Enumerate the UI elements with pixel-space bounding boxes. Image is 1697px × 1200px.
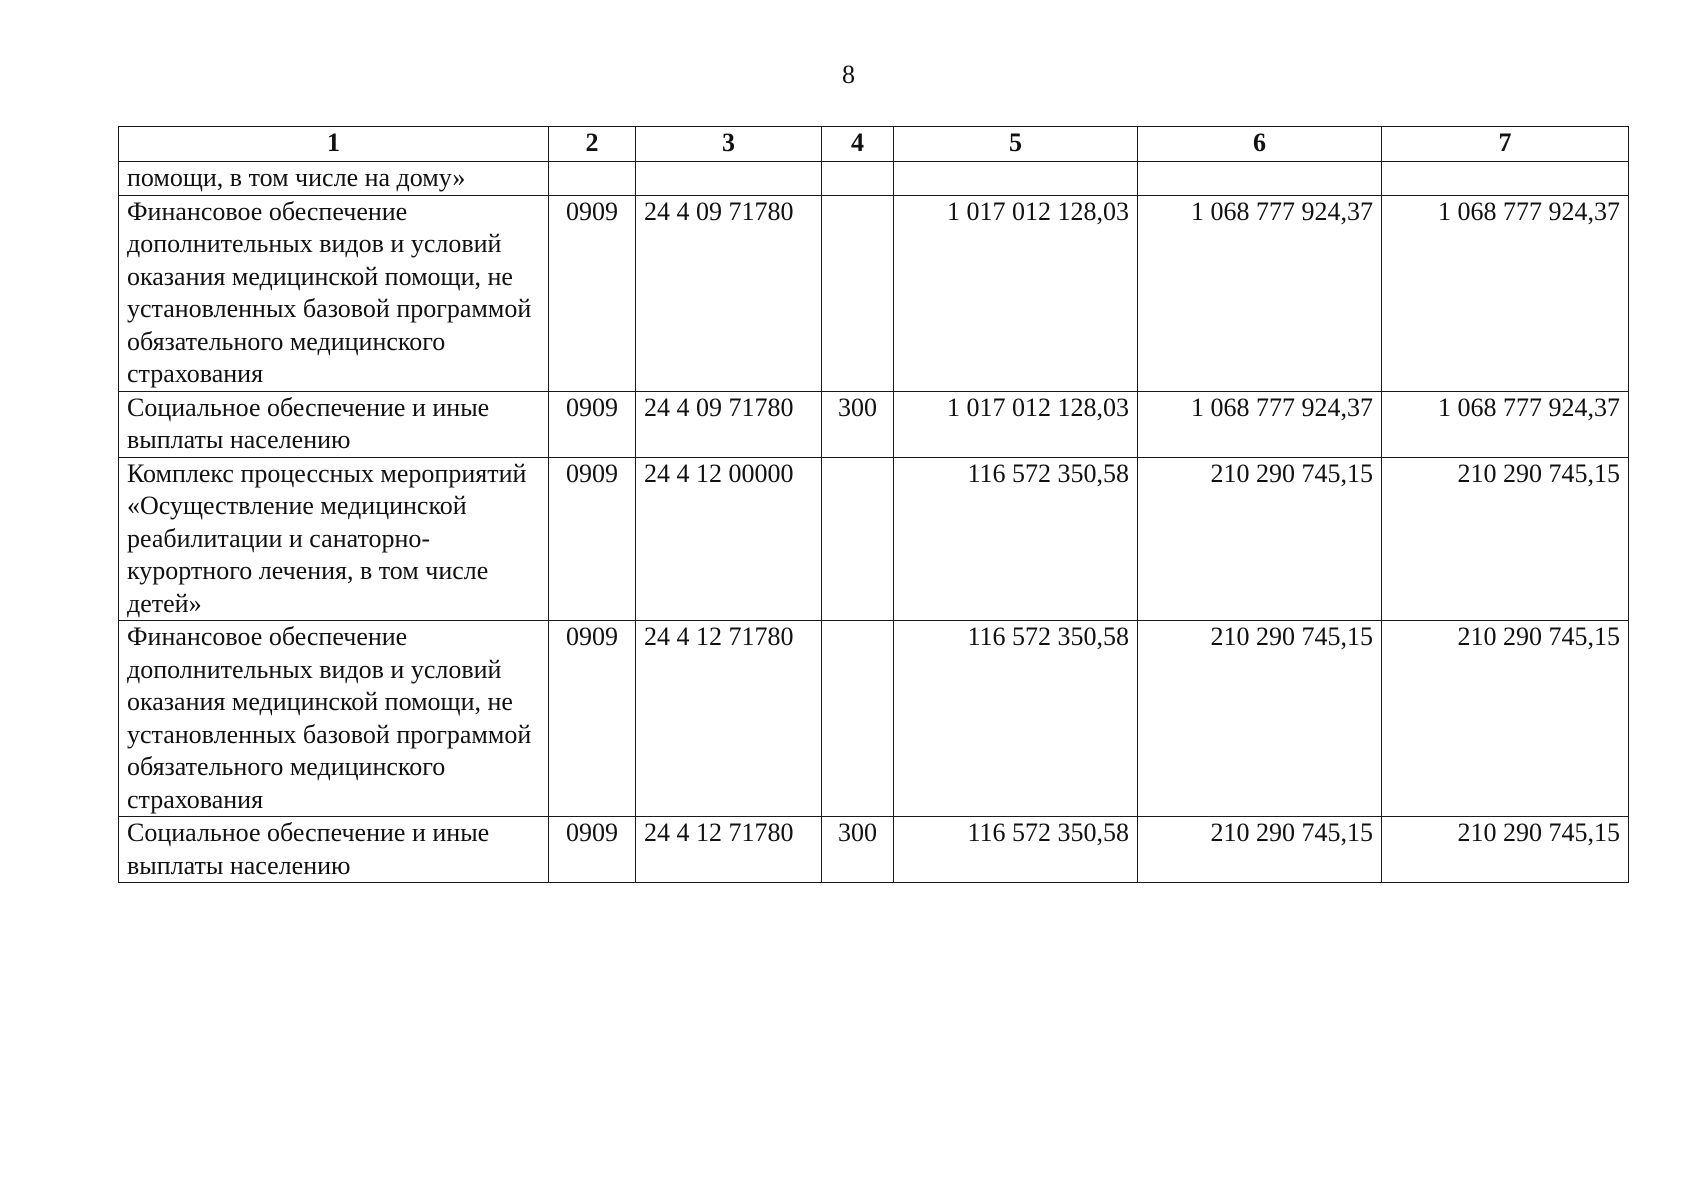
table-row bbox=[119, 391, 1629, 457]
row-name-cell: помощи, в том числе на дому» bbox=[119, 162, 549, 196]
expense-type-cell bbox=[822, 621, 894, 817]
amount-year-2-cell: 1 068 777 924,37 bbox=[1138, 195, 1382, 391]
amount-year-1-cell bbox=[894, 162, 1138, 196]
row-name-cell: Финансовое обеспечение дополнительных видов и условий оказания медицинской помощи, не установленных базовой программой обязательного медицинского страхования bbox=[119, 195, 549, 391]
column-header-5: 5 bbox=[894, 127, 1138, 162]
amount-year-2-cell: 210 290 745,15 bbox=[1138, 817, 1382, 883]
table-row bbox=[119, 195, 1629, 391]
page-number: 8 bbox=[842, 60, 855, 89]
amount-year-2-cell: 210 290 745,15 bbox=[1138, 457, 1382, 621]
expense-type-cell bbox=[822, 162, 894, 196]
target-article-cell: 24 4 09 71780 bbox=[636, 391, 822, 457]
section-code-cell: 0909 bbox=[549, 621, 636, 817]
column-header-6: 6 bbox=[1138, 127, 1382, 162]
target-article-cell: 24 4 09 71780 bbox=[636, 195, 822, 391]
amount-year-2-cell: 210 290 745,15 bbox=[1138, 621, 1382, 817]
row-name-cell: Социальное обеспечение и иные выплаты населению bbox=[119, 817, 549, 883]
target-article-cell: 24 4 12 71780 bbox=[636, 621, 822, 817]
table-row bbox=[119, 457, 1629, 621]
amount-year-3-cell: 210 290 745,15 bbox=[1382, 621, 1629, 817]
column-header-2: 2 bbox=[549, 127, 636, 162]
amount-year-1-cell: 1 017 012 128,03 bbox=[894, 195, 1138, 391]
column-header-1: 1 bbox=[119, 127, 549, 162]
target-article-cell bbox=[636, 162, 822, 196]
amount-year-3-cell bbox=[1382, 162, 1629, 196]
amount-year-3-cell: 210 290 745,15 bbox=[1382, 457, 1629, 621]
amount-year-3-cell: 1 068 777 924,37 bbox=[1382, 391, 1629, 457]
column-header-4: 4 bbox=[822, 127, 894, 162]
target-article-cell: 24 4 12 00000 bbox=[636, 457, 822, 621]
amount-year-2-cell bbox=[1138, 162, 1382, 196]
target-article-cell: 24 4 12 71780 bbox=[636, 817, 822, 883]
table-row bbox=[119, 162, 1629, 196]
row-name-cell: Финансовое обеспечение дополнительных видов и условий оказания медицинской помощи, не установленных базовой программой обязательного медицинского страхования bbox=[119, 621, 549, 817]
section-code-cell bbox=[549, 162, 636, 196]
section-code-cell: 0909 bbox=[549, 457, 636, 621]
table-row bbox=[119, 621, 1629, 817]
column-header-7: 7 bbox=[1382, 127, 1629, 162]
amount-year-1-cell: 116 572 350,58 bbox=[894, 457, 1138, 621]
section-code-cell: 0909 bbox=[549, 195, 636, 391]
amount-year-2-cell: 1 068 777 924,37 bbox=[1138, 391, 1382, 457]
expense-type-cell bbox=[822, 457, 894, 621]
column-header-3: 3 bbox=[636, 127, 822, 162]
section-code-cell: 0909 bbox=[549, 817, 636, 883]
row-name-cell: Социальное обеспечение и иные выплаты населению bbox=[119, 391, 549, 457]
expense-type-cell: 300 bbox=[822, 391, 894, 457]
budget-table bbox=[118, 126, 1629, 883]
amount-year-1-cell: 1 017 012 128,03 bbox=[894, 391, 1138, 457]
amount-year-3-cell: 210 290 745,15 bbox=[1382, 817, 1629, 883]
row-name-cell: Комплекс процессных мероприятий «Осуществление медицинской реабилитации и санаторно-курортного лечения, в том числе детей» bbox=[119, 457, 549, 621]
section-code-cell: 0909 bbox=[549, 391, 636, 457]
table-row bbox=[119, 817, 1629, 883]
expense-type-cell bbox=[822, 195, 894, 391]
amount-year-1-cell: 116 572 350,58 bbox=[894, 817, 1138, 883]
table-header-row bbox=[119, 127, 1629, 162]
amount-year-1-cell: 116 572 350,58 bbox=[894, 621, 1138, 817]
amount-year-3-cell: 1 068 777 924,37 bbox=[1382, 195, 1629, 391]
expense-type-cell: 300 bbox=[822, 817, 894, 883]
